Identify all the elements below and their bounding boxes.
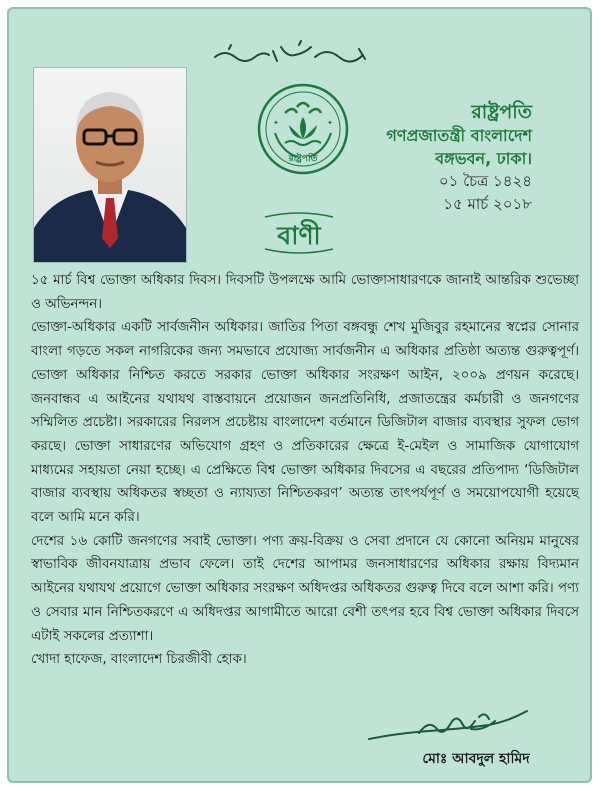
svg-text:✦: ✦ <box>273 119 279 127</box>
bismillah-calligraphy-icon <box>209 39 379 67</box>
header-title: রাষ্ট্রপতি <box>471 101 532 123</box>
signatory-name: মোঃ আবদুল হামিদ <box>422 751 530 767</box>
header-date-bangla: ০১ চৈত্র ১৪২৪ <box>438 172 532 190</box>
header-date-gregorian: ১৫ মার্চ ২০১৮ <box>443 195 532 213</box>
bani-label: বাণী <box>277 221 321 250</box>
header-location: বঙ্গভবন, ঢাকা। <box>435 149 532 168</box>
message-paragraph-1: ১৫ মার্চ বিশ্ব ভোক্তা অধিকার দিবস। দিবসটি উপলক্ষে আমি ভোক্তাসাধারণকে জানাই আন্তরিক শুভেচ্ছা ও অভিনন্দন। <box>31 273 579 312</box>
svg-text:✦: ✦ <box>327 119 333 127</box>
message-paragraph-3: দেশের ১৬ কোটি জনগণের সবাই ভোক্তা। পণ্য ক্রয়-বিক্রয় ও সেবা প্রদানে যে কোনো অনিয়ম মানুষের স্বাভাবিক জীবনযাত্রায় প্রভাব ফেলে। তাই দেশের আপামর জনসাধারণের অধিকার রক্ষায় বিদ্যমান আইনের যথাযথ প্রয়োগে ভোক্তা অধিকার সংরক্ষণ অধিদপ্তর অধিকতর গুরুত্ব দিবে বলে আশা করি। পণ্য ও সেবার মান নিশ্চিতকরণে এ অধিদপ্তর আগামীতে আরো বেশী তৎপর হবে বিশ্ব ভোক্তা অধিকার দিবসে এটাই সকলের প্রত্যাশা। <box>31 533 579 644</box>
message-card <box>7 7 592 783</box>
portrait-illustration <box>34 68 186 262</box>
header-block <box>312 101 532 216</box>
message-body <box>31 269 579 672</box>
message-closing: খোদা হাফেজ, বাংলাদেশ চিরজীবী হোক। <box>31 652 247 668</box>
president-portrait <box>33 67 187 263</box>
emblem-caption: রাষ্ট্রপতি <box>288 154 318 164</box>
header-subtitle: গণপ্রজাতন্ত্রী বাংলাদেশ <box>386 126 532 145</box>
bani-heading <box>261 211 337 255</box>
signature-icon <box>359 703 549 749</box>
message-paragraph-2: ভোক্তা-অধিকার একটি সার্বজনীন অধিকার। জাতির পিতা বঙ্গবন্ধু শেখ মুজিবুর রহমানের স্বপ্নের সোনার বাংলা গড়তে সকল নাগরিকের জন্য সমভাবে প্রযোজ্য সার্বজনীন এ অধিকার প্রতিষ্ঠা অত্যন্ত গুরুত্বপূর্ণ। ভোক্তা অধিকার নিশ্চিত করতে সরকার ভোক্তা অধিকার সংরক্ষণ আইন, ২০০৯ প্রণয়ন করেছে। জনবান্ধব এ আইনের যথাযথ বাস্তবায়নে প্রয়োজন জনপ্রতিনিধি, প্রজাতন্ত্রের কর্মচারী ও জনগণের সম্মিলিত প্রচেষ্টা। সরকারের নিরলস প্রচেষ্টায় বাংলাদেশ বর্তমানে ডিজিটাল বাজার ব্যবস্থার সুফল ভোগ করছে। ভোক্তা সাধারণের অভিযোগ গ্রহণ ও প্রতিকারের ক্ষেত্রে ই-মেইল ও সামাজিক যোগাযোগ মাধ্যমের সহায়তা নেয়া হচ্ছে। এ প্রেক্ষিতে বিশ্ব ভোক্তা অধিকার দিবসের এ বছরের প্রতিপাদ্য ‘ডিজিটাল বাজার ব্যবস্থায় অধিকতর স্বচ্ছতা ও ন্যায্যতা নিশ্চিতকরণ’ অত্যন্ত তাৎপর্যপূর্ণ ও সময়োপযোগী হয়েছে বলে আমি মনে করি। <box>31 320 579 526</box>
